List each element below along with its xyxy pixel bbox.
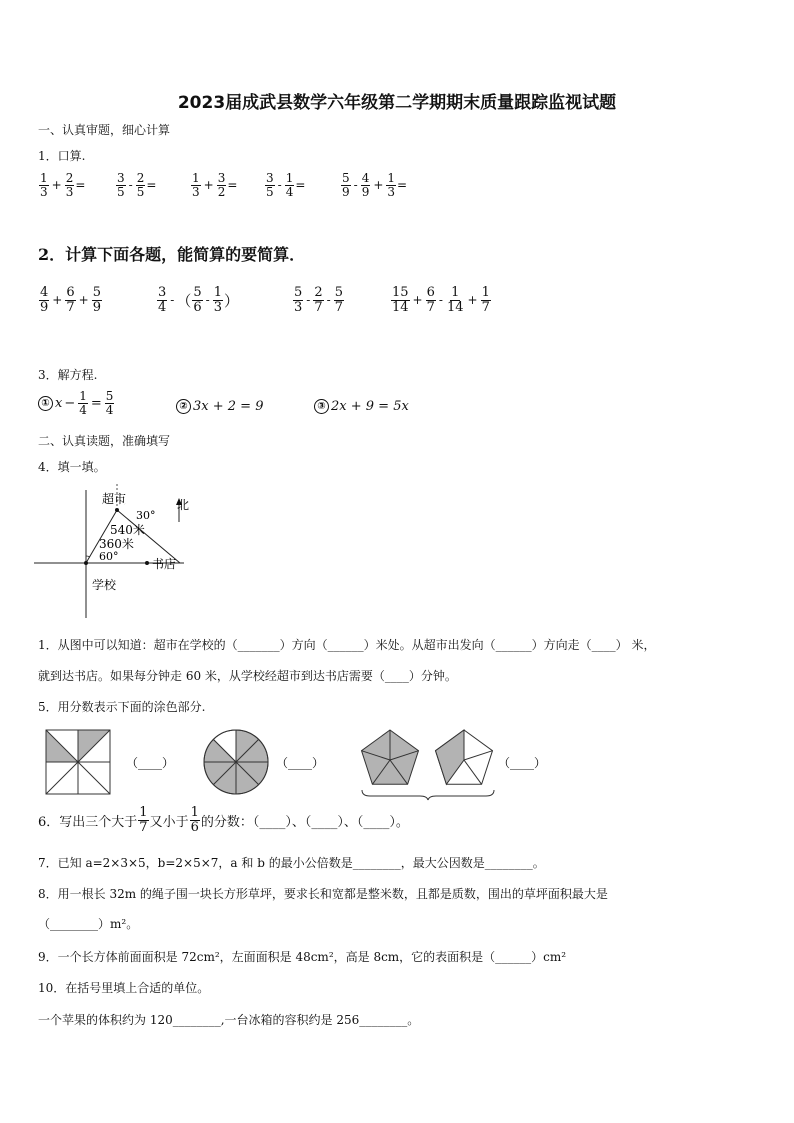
q5-figures bbox=[40, 726, 546, 800]
q1-item-5: $\frac{5}{9}$ - $\frac{4}{9}$ + $\frac{1}{3}$ = bbox=[342, 171, 408, 199]
label-supermarket: 超市 bbox=[102, 492, 127, 506]
section-2-heading: 二、认真读题，准确填写 bbox=[38, 434, 171, 448]
q8-line-2: （________）m²。 bbox=[38, 917, 139, 931]
q4-question-line-1: 1．从图中可以知道：超市在学校的（_______）方向（______）米处。从超市出发向（______）方向走（____） 米， bbox=[38, 638, 656, 652]
label-angle-30: 30° bbox=[136, 509, 156, 522]
q10-line: 一个苹果的体积约为 120________,一台冰箱的容积约是 256________。 bbox=[38, 1013, 420, 1027]
q3-equation-3: ③ 2x + 9 = 5x bbox=[314, 399, 409, 414]
q2-items bbox=[38, 286, 508, 330]
q7-line: 7．已知 a=2×3×5，b=2×5×7，a 和 b 的最小公倍数是________，最大公因数是________。 bbox=[38, 856, 545, 870]
q5-label: 5．用分数表示下面的涂色部分. bbox=[38, 700, 206, 714]
q3-label: 3．解方程. bbox=[38, 368, 98, 382]
shaded-square bbox=[46, 730, 110, 794]
supermarket-point bbox=[115, 508, 119, 512]
page-title: 2023届成武县数学六年级第二学期期末质量跟踪监视试题 bbox=[177, 93, 617, 113]
label-dist-360: 360米 bbox=[99, 537, 134, 551]
angle-arc-60 bbox=[86, 556, 90, 557]
q2-item-4: $\frac{15}{14}$ + $\frac{6}{7}$ - $\frac{1}{14}$ + $\frac{1}{7}$ bbox=[392, 285, 490, 315]
q5-blank-3: （____） bbox=[497, 756, 546, 770]
q2-label: 2．计算下面各题，能简算的要简算． bbox=[38, 245, 306, 264]
shaded-circle bbox=[204, 730, 268, 794]
pentagon-brace bbox=[362, 790, 494, 800]
q6-prefix: 6．写出三个大于 bbox=[38, 814, 138, 830]
q6-line: 6．写出三个大于 $\frac{1}{7}$ 又小于 $\frac{1}{6}$ 的分数：（____）、（____）、（____）。 bbox=[38, 805, 409, 835]
section-1-heading: 一、认真审题，细心计算 bbox=[38, 123, 171, 137]
q6-middle: 又小于 bbox=[149, 814, 189, 830]
label-angle-60: 60° bbox=[99, 550, 119, 563]
q6-suffix: 的分数：（____）、（____）、（____）。 bbox=[200, 814, 409, 830]
q3-equation-2: ② 3x + 2 = 9 bbox=[176, 399, 263, 414]
label-dist-540: 540米 bbox=[110, 523, 145, 537]
q5-blank-2: （____） bbox=[276, 756, 325, 770]
q1-label: 1．口算. bbox=[38, 149, 86, 163]
q2-item-1: $\frac{4}{9}$ + $\frac{6}{7}$ + $\frac{5}{9}$ bbox=[40, 285, 101, 315]
q1-item-2: $\frac{3}{5}$ - $\frac{2}{5}$ = bbox=[117, 171, 157, 199]
q2-item-2: $\frac{3}{4}$ - （ $\frac{5}{6}$ - $\frac{1}{3}$ ） bbox=[158, 285, 239, 315]
label-school: 学校 bbox=[92, 578, 117, 592]
q1-items bbox=[38, 172, 458, 212]
shaded-pentagon-2 bbox=[436, 730, 493, 784]
q8-line-1: 8．用一根长 32m 的绳子围一块长方形草坪，要求长和宽都是整米数，且都是质数，围出的草坪面积最大是 bbox=[38, 887, 608, 901]
q4-label: 4．填一填。 bbox=[38, 460, 106, 474]
school-point bbox=[84, 561, 88, 565]
bookstore-point bbox=[145, 561, 149, 565]
direction-map bbox=[34, 486, 234, 620]
q1-item-1: $\frac{1}{3}$ + $\frac{2}{3}$ = bbox=[40, 171, 86, 199]
q9-line: 9．一个长方体前面面积是 72cm²，左面面积是 48cm²，高是 8cm，它的表面积是（______）cm² bbox=[38, 950, 567, 964]
q10-label: 10．在括号里填上合适的单位。 bbox=[38, 981, 210, 995]
q4-question-line-2: 就到达书店。如果每分钟走 60 米，从学校经超市到达书店需要（____）分钟。 bbox=[38, 669, 457, 683]
q1-item-4: $\frac{3}{5}$ - $\frac{1}{4}$ = bbox=[266, 171, 306, 199]
q2-item-3: $\frac{5}{3}$ - $\frac{2}{7}$ - $\frac{5}{7}$ bbox=[294, 285, 343, 315]
label-bookstore: 书店 bbox=[152, 557, 177, 571]
q5-blank-1: （____） bbox=[126, 756, 175, 770]
label-north: 北 bbox=[177, 498, 190, 512]
q1-item-3: $\frac{1}{3}$ + $\frac{3}{2}$ = bbox=[192, 171, 238, 199]
shaded-pentagon-1 bbox=[362, 730, 419, 784]
q3-equation-1: ① x − $\frac{1}{4}$ = $\frac{5}{4}$ bbox=[38, 390, 115, 416]
